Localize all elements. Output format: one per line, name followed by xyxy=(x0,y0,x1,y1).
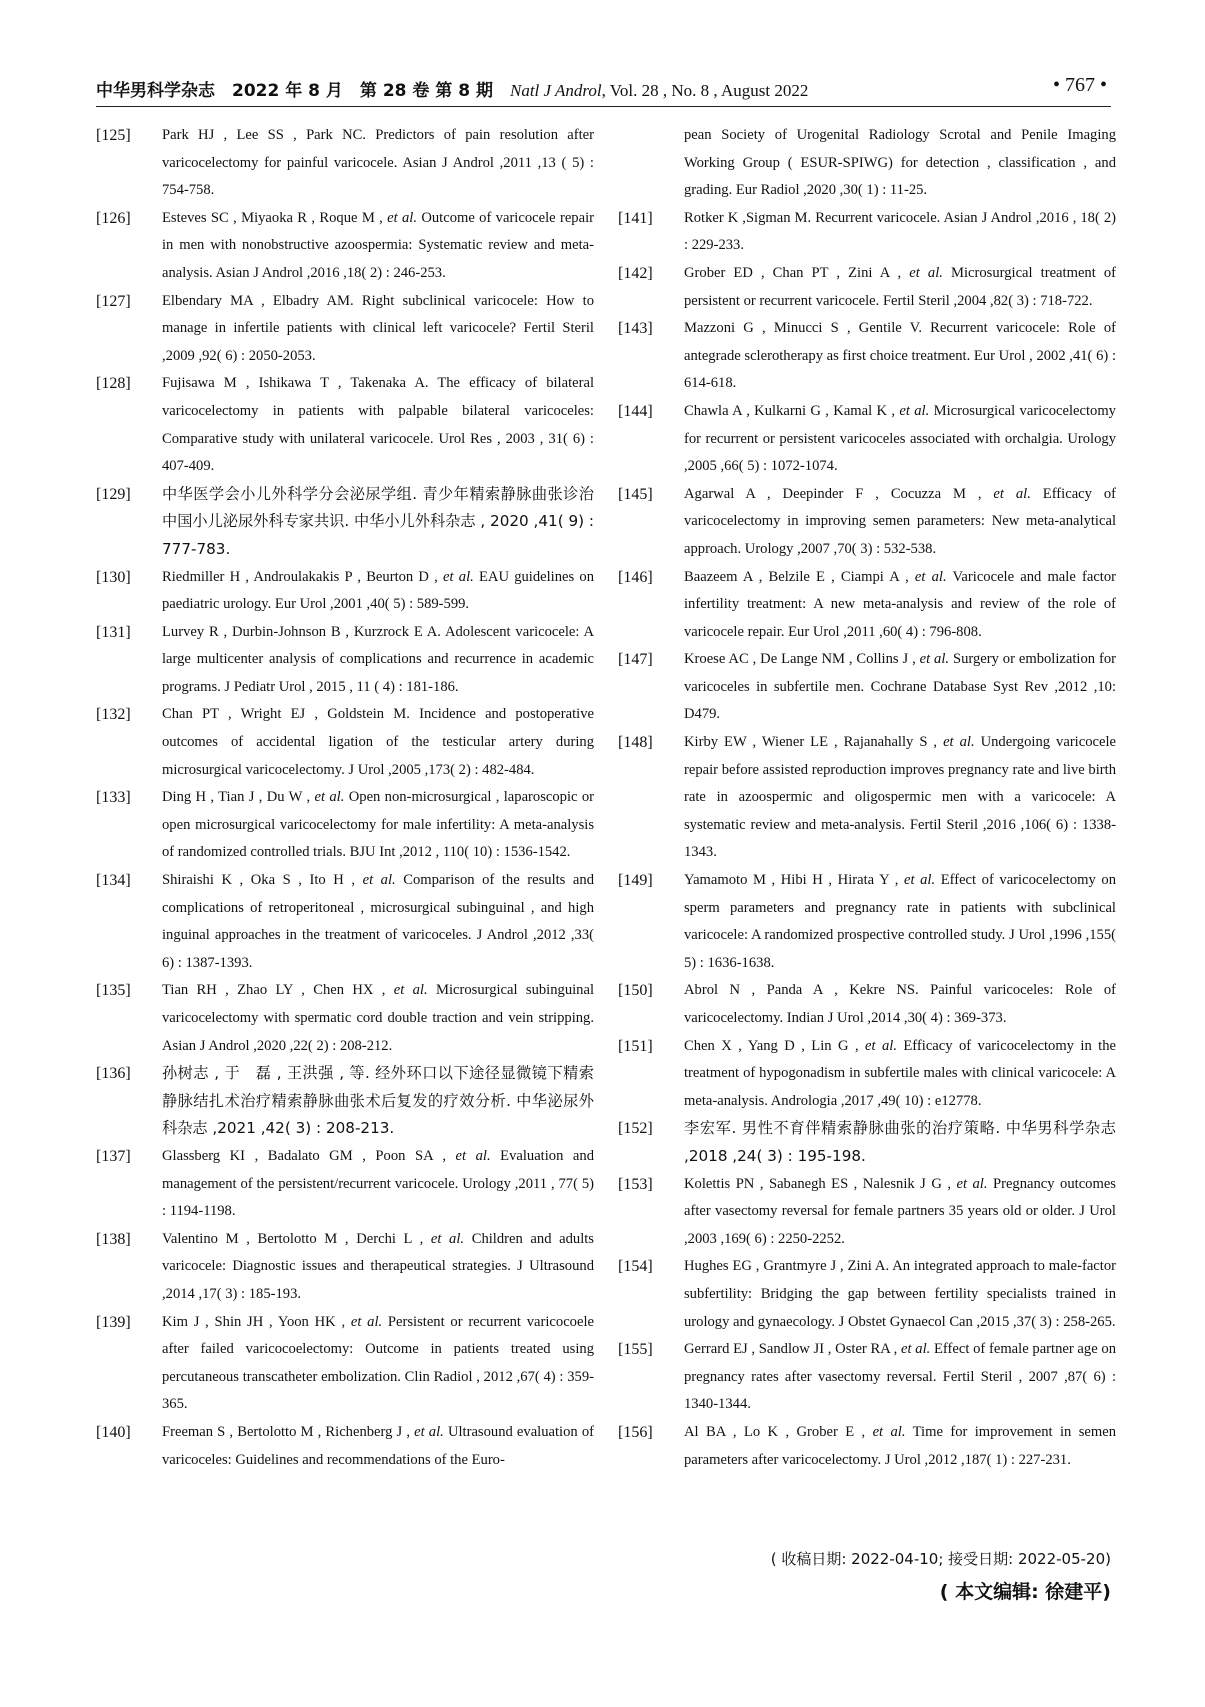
reference-item xyxy=(96,867,594,977)
reference-number: [133] xyxy=(96,789,131,807)
reference-text: 李宏军. 男性不育伴精索静脉曲张的治疗策略. 中华男科学杂志 ,2018 ,24( 3) : 195-198. xyxy=(684,1119,1116,1165)
reference-number: [156] xyxy=(618,1423,653,1441)
reference-item xyxy=(618,1253,1116,1336)
reference-item xyxy=(618,1336,1116,1419)
reference-number: [137] xyxy=(96,1147,131,1165)
reference-list-right xyxy=(618,205,1116,1474)
reference-item xyxy=(96,481,594,564)
reference-number: [127] xyxy=(96,292,131,310)
reference-item xyxy=(96,564,594,619)
reference-text: Kolettis PN , Sabanegh ES , Nalesnik J G , et al. Pregnancy outcomes after vasectomy reversal for female partners 35 years old or older. J Urol ,2003 ,169( 6) : 2250-2252. xyxy=(684,1175,1116,1247)
reference-text: Kim J , Shin JH , Yoon HK , et al. Persistent or recurrent varicocoele after failed varicocoelectomy: Outcome in patients treated using percutaneous transcatheter embolization. Clin Radiol , 2012 ,67( 4) : 359-365. xyxy=(162,1313,594,1413)
reference-item xyxy=(96,619,594,702)
reference-text: Riedmiller H , Androulakakis P , Beurton D , et al. EAU guidelines on paediatric urology. Eur Urol ,2001 ,40( 5) : 589-599. xyxy=(162,568,594,613)
reference-number: [138] xyxy=(96,1230,131,1248)
reference-number: [128] xyxy=(96,375,131,393)
reference-number: [135] xyxy=(96,982,131,1000)
reference-item xyxy=(618,1033,1116,1116)
reference-item xyxy=(96,1419,594,1474)
reference-text: Freeman S , Bertolotto M , Richenberg J , et al. Ultrasound evaluation of varicoceles: Guidelines and recommendations of the Euro- xyxy=(162,1423,594,1468)
editor-credit: ( 本文编辑: 徐建平) xyxy=(939,1581,1111,1603)
reference-number: [141] xyxy=(618,209,653,227)
reference-text: Yamamoto M , Hibi H , Hirata Y , et al. Effect of varicocelectomy on sperm parameters and pregnancy rate in patients with subclinical varicocele: A randomized prospective controlled study. J Urol ,1996 ,155( 5) : 1636-1638. xyxy=(684,872,1117,971)
reference-number: [126] xyxy=(96,209,131,227)
reference-text: Ding H , Tian J , Du W , et al. Open non-microsurgical , laparoscopic or open microsurgical varicocelectomy for male infertility: A meta-analysis of randomized controlled trials. BJU Int ,2012 , 110( 10) : 1536-1542. xyxy=(162,789,594,861)
reference-item xyxy=(96,1060,594,1143)
reference-item xyxy=(96,701,594,784)
reference-number: [139] xyxy=(96,1313,131,1331)
reference-text: Glassberg KI , Badalato GM , Poon SA , et al. Evaluation and management of the persistent/recurrent varicocele. Urology ,2011 , 77( 5) : 1194-1198. xyxy=(162,1147,594,1220)
reference-text: Park HJ , Lee SS , Park NC. Predictors of pain resolution after varicocelectomy for painful varicocele. Asian J Androl ,2011 ,13 ( 5) : 754-758. xyxy=(162,127,594,199)
reference-text: Gerrard EJ , Sandlow JI , Oster RA , et al. Effect of female partner age on pregnancy rates after vasectomy reversal. Fertil Steril , 2007 ,87( 6) : 1340-1344. xyxy=(684,1341,1116,1413)
reference-text: Rotker K ,Sigman M. Recurrent varicocele. Asian J Androl ,2016 , 18( 2) : 229-233. xyxy=(684,209,1116,254)
reference-item xyxy=(618,729,1116,867)
reference-number: [147] xyxy=(618,651,653,669)
reference-text: Valentino M , Bertolotto M , Derchi L , et al. Children and adults varicocele: Diagnostic issues and therapeutical strategies. J Ultrasound ,2014 ,17( 3) : 185-193. xyxy=(162,1230,594,1302)
reference-number: [144] xyxy=(618,402,653,420)
reference-item xyxy=(96,1143,594,1226)
reference-item xyxy=(618,867,1116,977)
reference-text: Elbendary MA , Elbadry AM. Right subclinical varicocele: How to manage in infertile patients with clinical left varicocele? Fertil Steril ,2009 ,92( 6) : 2050-2053. xyxy=(162,292,594,364)
reference-text: Kroese AC , De Lange NM , Collins J , et al. Surgery or embolization for varicoceles in subfertile men. Cochrane Database Syst Rev ,2012 ,10: D479. xyxy=(684,651,1116,723)
reference-item xyxy=(96,1226,594,1309)
reference-item xyxy=(618,398,1116,481)
received-dates: ( 收稿日期: 2022-04-10; 接受日期: 2022-05-20) xyxy=(770,1550,1111,1568)
reference-item xyxy=(618,315,1116,398)
reference-number: [151] xyxy=(618,1037,653,1055)
reference-number: [150] xyxy=(618,982,653,1000)
reference-number: [148] xyxy=(618,734,653,752)
reference-number: [154] xyxy=(618,1258,653,1276)
reference-text: Chawla A , Kulkarni G , Kamal K , et al. Microsurgical varicocelectomy for recurrent or persistent varicoceles associated with orchalgia. Urology ,2005 ,66( 5) : 1072-1074. xyxy=(684,402,1116,475)
reference-number: [134] xyxy=(96,872,131,890)
reference-item xyxy=(96,288,594,371)
running-header-journal xyxy=(96,76,808,101)
reference-text: Esteves SC , Miyaoka R , Roque M , et al. Outcome of varicocele repair in men with nonobstructive azoospermia: Systematic review and meta-analysis. Asian J Androl ,2016 ,18( 2) : 246-253. xyxy=(162,209,594,281)
reference-text: 孙树志 , 于 磊 , 王洪强 , 等. 经外环口以下途径显微镜下精索静脉结扎术治疗精索静脉曲张术后复发的疗效分析. 中华泌尿外科杂志 ,2021 ,42( 3) : 208-213. xyxy=(162,1064,594,1138)
reference-text: Shiraishi K , Oka S , Ito H , et al. Comparison of the results and complications of retroperitoneal , microsurgical subinguinal , and high inguinal approaches in the treatment of varicoceles. J Androl ,2012 ,33( 6) : 1387-1393. xyxy=(162,872,594,971)
reference-text: Grober ED , Chan PT , Zini A , et al. Microsurgical treatment of persistent or recurrent varicocele. Fertil Steril ,2004 ,82( 3) : 718-722. xyxy=(684,264,1117,309)
running-header xyxy=(96,66,1111,107)
reference-number: [132] xyxy=(96,706,131,724)
reference-number: [129] xyxy=(96,485,131,503)
reference-text: Baazeem A , Belzile E , Ciampi A , et al. Varicocele and male factor infertility treatment: A new meta-analysis and review of the role of varicocele repair. Eur Urol ,2011 ,60( 4) : 796-808. xyxy=(684,568,1117,640)
reference-number: [153] xyxy=(618,1175,653,1193)
reference-item xyxy=(96,122,594,205)
reference-number: [143] xyxy=(618,320,653,338)
reference-number: [140] xyxy=(96,1423,131,1441)
reference-item xyxy=(618,481,1116,564)
reference-number: [136] xyxy=(96,1065,131,1083)
reference-item xyxy=(618,1419,1116,1474)
reference-number: [152] xyxy=(618,1120,653,1138)
reference-text: Lurvey R , Durbin-Johnson B , Kurzrock E A. Adolescent varicocele: A large multicenter analysis of complications and recurrence in academic programs. J Pediatr Urol , 2015 , 11 ( 4) : 181-186. xyxy=(162,623,594,695)
reference-number: [125] xyxy=(96,127,131,144)
reference-item xyxy=(96,1309,594,1419)
reference-item xyxy=(96,977,594,1060)
reference-text: Abrol N , Panda A , Kekre NS. Painful varicoceles: Role of varicocelectomy. Indian J Urol ,2014 ,30( 4) : 369-373. xyxy=(684,982,1116,1026)
page-number: • 767 • xyxy=(1052,74,1107,96)
reference-item xyxy=(618,1171,1116,1254)
reference-text: Al BA , Lo K , Grober E , et al. Time for improvement in semen parameters after varicocelectomy. J Urol ,2012 ,187( 1) : 227-231. xyxy=(684,1423,1116,1468)
reference-number: [142] xyxy=(618,264,653,282)
journal-title-zh: 中华男科学杂志 xyxy=(96,81,215,101)
reference-item xyxy=(618,205,1116,260)
reference-column-left xyxy=(96,122,594,1474)
reference-text: Chen X , Yang D , Lin G , et al. Efficacy of varicocelectomy in the treatment of hypogonadism in subfertile males with clinical varicocele: A meta-analysis. Andrologia ,2017 ,49( 10) : e12778. xyxy=(684,1037,1116,1109)
reference-number: [155] xyxy=(618,1341,653,1359)
reference-text: Mazzoni G , Minucci S , Gentile V. Recurrent varicocele: Role of antegrade sclerotherapy as first choice treatment. Eur Urol , 2002 ,41( 6) : 614-618. xyxy=(684,320,1116,392)
reference-item xyxy=(618,564,1116,647)
issue-info-zh: 2022 年 8 月 第 28 卷 第 8 期 xyxy=(232,81,493,101)
reference-number: [130] xyxy=(96,568,131,586)
reference-text: 中华医学会小儿外科学分会泌尿学组. 青少年精索静脉曲张诊治中国小儿泌尿外科专家共识. 中华小儿外科杂志 , 2020 ,41( 9) : 777-783. xyxy=(162,484,594,558)
reference-number: [131] xyxy=(96,623,131,641)
reference-text: Tian RH , Zhao LY , Chen HX , et al. Microsurgical subinguinal varicocelectomy with spermatic cord double traction and vein stripping. Asian J Androl ,2020 ,22( 2) : 208-212. xyxy=(162,982,595,1054)
reference-item xyxy=(96,205,594,288)
reference-column-right xyxy=(618,122,1116,1474)
reference-item xyxy=(618,260,1116,315)
reference-number: [146] xyxy=(618,568,653,586)
reference-number: [145] xyxy=(618,485,653,503)
issue-info-en: , Vol. 28 , No. 8 , August 2022 xyxy=(601,81,809,100)
reference-number: [149] xyxy=(618,872,653,890)
reference-item xyxy=(618,977,1116,1032)
reference-text: Agarwal A , Deepinder F , Cocuzza M , et al. Efficacy of varicocelectomy in improving semen parameters: New meta-analytical approach. Urology ,2007 ,70( 3) : 532-538. xyxy=(684,485,1117,557)
reference-item xyxy=(618,646,1116,729)
journal-title-en: Natl J Androl xyxy=(509,81,602,100)
reference-continuation: pean Society of Urogenital Radiology Scrotal and Penile Imaging Working Group ( ESUR-SPIWG) for detection , classification , and grading. Eur Radiol ,2020 ,30( 1) : 11-25. xyxy=(684,127,1116,199)
reference-item xyxy=(618,1115,1116,1170)
reference-text: Fujisawa M , Ishikawa T , Takenaka A. The efficacy of bilateral varicocelectomy in patients with palpable bilateral varicoceles: Comparative study with unilateral varicocele. Urol Res , 2003 , 31( 6) : 407-409. xyxy=(162,375,594,475)
reference-text: Hughes EG , Grantmyre J , Zini A. An integrated approach to male-factor subfertility: Bridging the gap between fertility specialists trained in urology and gynaecology. J Obstet Gynaecol Can ,2015 ,37( 3) : 258-265. xyxy=(684,1258,1116,1330)
reference-text: Kirby EW , Wiener LE , Rajanahally S , et al. Undergoing varicocele repair before assisted reproduction improves pregnancy rate and live birth rate in azoospermic and oligospermic men with a varicocele: A systematic review and meta-analysis. Fertil Steril ,2016 ,106( 6) : 1338-1343. xyxy=(684,734,1116,861)
reference-item xyxy=(96,370,594,480)
reference-text: Chan PT , Wright EJ , Goldstein M. Incidence and postoperative outcomes of accidental ligation of the testicular artery during microsurgical varicocelectomy. J Urol ,2005 ,173( 2) : 482-484. xyxy=(162,706,594,778)
reference-item xyxy=(96,784,594,867)
